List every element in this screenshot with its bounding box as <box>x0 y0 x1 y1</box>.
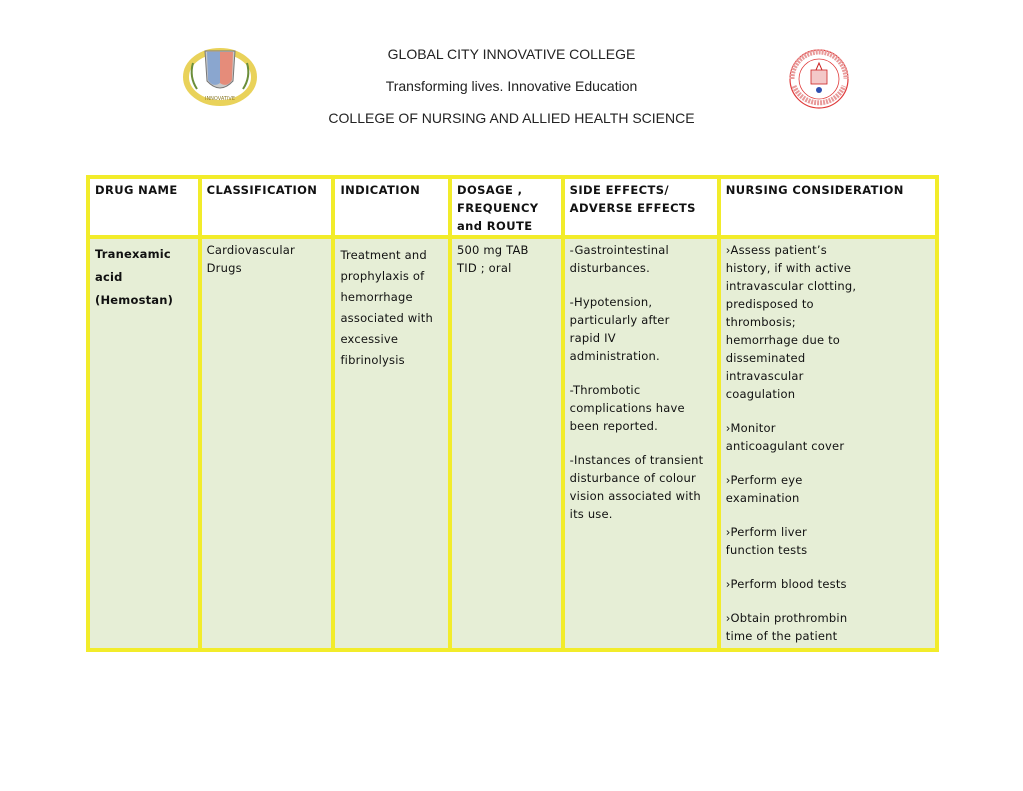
header-dosage-line: FREQUENCY <box>457 201 539 215</box>
table-header-row <box>88 177 937 237</box>
header-side-effects-line: ADVERSE EFFECTS <box>569 201 696 215</box>
header-drug-name: DRUG NAME <box>88 177 200 237</box>
side-effect-line: administration. <box>569 349 660 363</box>
side-effect-item <box>570 381 712 435</box>
nursing-line: hemorrhage due to <box>725 333 841 347</box>
cell-dosage <box>450 237 563 650</box>
cell-classification <box>200 237 334 650</box>
nursing-item <box>726 241 930 403</box>
side-effect-line: -Instances of transient <box>569 453 704 467</box>
nursing-line: ›Obtain prothrombin <box>725 611 848 625</box>
side-effect-item <box>570 293 712 365</box>
drug-name-line: Tranexamic <box>95 247 171 261</box>
nursing-line: disseminated <box>725 351 806 365</box>
cell-drug-name <box>88 237 200 650</box>
nursing-line: ›Monitor <box>725 421 776 435</box>
side-effect-line: -Gastrointestinal <box>569 243 669 257</box>
nursing-line: intravascular clotting, <box>725 279 857 293</box>
dosage-line: TID ; oral <box>457 261 512 275</box>
header-indication: INDICATION <box>333 177 450 237</box>
nursing-line: anticoagulant cover <box>725 439 845 453</box>
side-effect-line: disturbance of colour <box>569 471 696 485</box>
side-effect-line: rapid IV <box>569 331 616 345</box>
nursing-line: predisposed to <box>725 297 814 311</box>
cell-indication <box>333 237 450 650</box>
side-effect-line: vision associated with <box>569 489 701 503</box>
indication-line: associated with <box>340 311 434 325</box>
header-dosage <box>450 177 563 237</box>
department-name: COLLEGE OF NURSING AND ALLIED HEALTH SCIENCE <box>328 110 695 126</box>
nursing-item <box>726 471 930 507</box>
cell-side-effects <box>563 237 719 650</box>
nursing-item <box>726 609 930 645</box>
indication-line: Treatment and <box>340 248 427 262</box>
drug-name-line: (Hemostan) <box>95 293 174 307</box>
nursing-line: ›Perform blood tests <box>725 577 847 591</box>
college-tagline: Transforming lives. Innovative Education <box>385 78 638 94</box>
nursing-line: time of the patient <box>725 629 838 643</box>
nursing-line: intravascular <box>725 369 804 383</box>
side-effect-line: complications have <box>569 401 685 415</box>
indication-line: hemorrhage <box>340 290 413 304</box>
nursing-line: thrombosis; <box>725 315 796 329</box>
drug-study-table <box>86 175 939 652</box>
table-row <box>88 237 937 650</box>
header-dosage-line: DOSAGE , <box>457 183 523 197</box>
header-dosage-line: and ROUTE <box>457 219 533 233</box>
side-effect-line: -Thrombotic <box>569 383 641 397</box>
side-effect-line: its use. <box>569 507 613 521</box>
side-effect-item <box>570 241 712 277</box>
cell-nursing-consideration <box>719 237 937 650</box>
nursing-line: ›Assess patient’s <box>725 243 827 257</box>
indication-line: excessive <box>340 332 399 346</box>
nursing-item <box>726 419 930 455</box>
nursing-line: function tests <box>725 543 808 557</box>
header-nursing-consideration: NURSING CONSIDERATION <box>719 177 937 237</box>
classification-line: Cardiovascular <box>206 243 295 257</box>
nursing-item <box>726 523 930 559</box>
indication-line: prophylaxis of <box>340 269 425 283</box>
indication-line: fibrinolysis <box>340 353 405 367</box>
header-side-effects <box>563 177 719 237</box>
header-side-effects-line: SIDE EFFECTS/ <box>569 183 670 197</box>
nursing-line: examination <box>725 491 800 505</box>
side-effect-line: been reported. <box>569 419 659 433</box>
classification-line: Drugs <box>206 261 242 275</box>
nursing-item <box>726 575 930 593</box>
nursing-line: ›Perform liver <box>725 525 807 539</box>
nursing-line: ›Perform eye <box>725 473 803 487</box>
college-name: GLOBAL CITY INNOVATIVE COLLEGE <box>387 46 636 62</box>
nursing-line: coagulation <box>725 387 796 401</box>
svg-text:INNOVATIVE: INNOVATIVE <box>204 96 236 102</box>
side-effect-line: particularly after <box>569 313 670 327</box>
dosage-line: 500 mg TAB <box>457 243 529 257</box>
side-effect-line: -Hypotension, <box>569 295 653 309</box>
drug-name-line: acid <box>95 270 123 284</box>
side-effect-line: disturbances. <box>569 261 650 275</box>
side-effect-item <box>570 451 712 523</box>
nursing-line: history, if with active <box>725 261 852 275</box>
header-classification: CLASSIFICATION <box>200 177 334 237</box>
